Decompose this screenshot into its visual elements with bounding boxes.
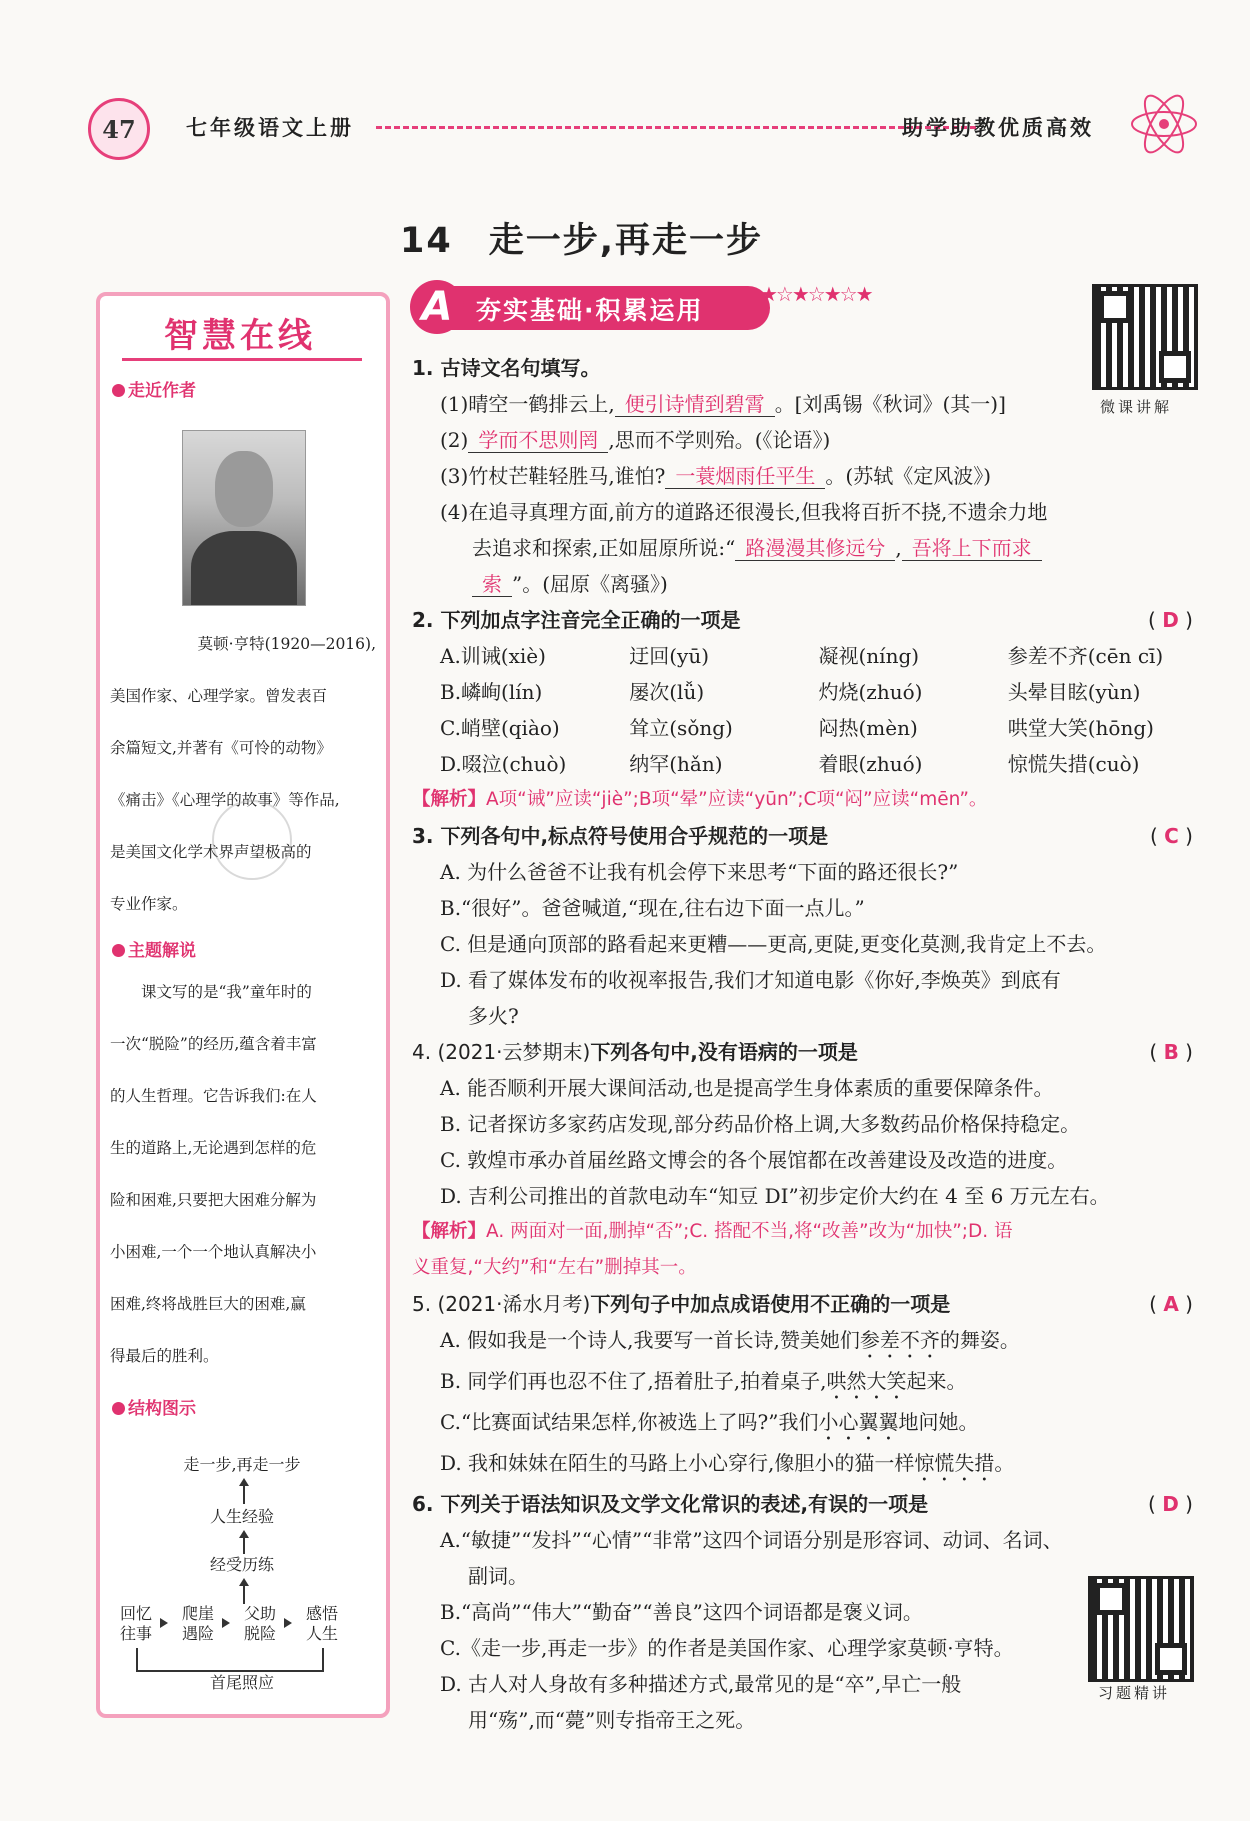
answer-letter: D xyxy=(1162,608,1179,632)
theme-text-line: 险和困难,只要把大困难分解为 xyxy=(110,1191,317,1209)
lesson-title-text: 走一步,再走一步 xyxy=(488,221,764,261)
author-text-line: 《痛击》《心理学的故事》等作品, xyxy=(110,791,340,809)
sidebar-panel xyxy=(96,292,390,1718)
theme-text-line: 小困难,一个一个地认真解决小 xyxy=(110,1243,317,1261)
arrow-right-icon xyxy=(160,1618,168,1628)
bullet-icon xyxy=(112,1402,125,1415)
banner-text: 夯实基础·积累运用 xyxy=(476,296,704,325)
answer-letter: B xyxy=(1163,1040,1179,1064)
q1-line-2 xyxy=(412,422,1197,458)
q4-analysis-cont: 义重复,“大约”和“左右”删掉其一。 xyxy=(412,1257,697,1278)
author-caption: 莫顿·亨特(1920—2016), xyxy=(197,635,376,653)
dotted-idiom: 参差不齐 xyxy=(859,1328,940,1352)
q5-option-d xyxy=(412,1445,1197,1486)
author-text-line: 余篇短文,并著有《可怜的动物》 xyxy=(110,739,332,757)
question-stem: 下列句子中加点成语使用不正确的一项是 xyxy=(590,1292,951,1316)
answer-letter: A xyxy=(1163,1292,1179,1316)
sidebar-title-underline xyxy=(122,358,362,361)
option-item: 凝视(níng) xyxy=(818,644,920,668)
answer-letter: D xyxy=(1162,1492,1179,1516)
option-item: A.训诫(xiè) xyxy=(440,644,546,668)
watermark-stamp xyxy=(212,800,292,880)
text: , xyxy=(895,536,902,560)
option-item: 着眼(zhuó) xyxy=(818,752,923,776)
arrow-right-icon xyxy=(284,1618,292,1628)
text: (1)晴空一鹤排云上, xyxy=(440,392,615,416)
q3-option-b: B.“很好”。爸爸喊道,“现在,往右边下面一点儿。” xyxy=(440,896,865,920)
book-title: 七年级语文上册 xyxy=(186,116,354,140)
question-source: 4. (2021·云梦期末) xyxy=(412,1040,591,1064)
q2-row-c xyxy=(412,710,1197,746)
text: 。[刘禹锡《秋词》(其一)] xyxy=(774,392,1006,416)
q1-line-1 xyxy=(412,386,1197,422)
lesson-title xyxy=(400,213,763,263)
q4-option-d: D. 吉利公司推出的首款电动车“知豆 DI”初步定价大约在 4 至 6 万元左右。 xyxy=(440,1184,1110,1208)
q2-row-a xyxy=(412,638,1197,674)
author-heading-text: 走近作者 xyxy=(128,381,196,401)
answer-box: ( A ) xyxy=(1149,1292,1193,1316)
answer-fill: 索 xyxy=(472,572,512,597)
page-number: 47 xyxy=(88,98,150,160)
question-6 xyxy=(412,1486,1197,1522)
dotted-idiom: 惊慌失措 xyxy=(914,1451,995,1475)
answer-letter: C xyxy=(1164,824,1179,848)
text: 起来。 xyxy=(906,1369,967,1393)
option-item: 耸立(sǒng) xyxy=(629,716,733,740)
text: ”。(屈原《离骚》) xyxy=(512,572,668,596)
atom-icon xyxy=(1128,88,1200,160)
text: ,思而不学则殆。(《论语》) xyxy=(608,428,831,452)
text: 地问她。 xyxy=(898,1410,979,1434)
structure-diagram xyxy=(106,1418,380,1698)
diagram-connector xyxy=(243,1584,245,1604)
q5-option-c xyxy=(412,1404,1197,1445)
text: 。 xyxy=(994,1451,1015,1475)
theme-text-line: 生的道路上,无论遇到怎样的危 xyxy=(110,1139,317,1157)
diagram-node-echo: 首尾照应 xyxy=(209,1673,274,1692)
theme-text-line: 课文写的是“我”童年时的 xyxy=(141,983,312,1001)
author-text-line: 美国作家、心理学家。曾发表百 xyxy=(110,687,328,705)
analysis-text: A. 两面对一面,删掉“否”;C. 搭配不当,将“改善”改为“加快”;D. 语 xyxy=(486,1221,1013,1242)
q4-option-a: A. 能否顺利开展大课间活动,也是提高学生身体素质的重要保障条件。 xyxy=(440,1076,1054,1100)
q2-analysis xyxy=(412,782,1197,818)
question-4 xyxy=(412,1034,1197,1070)
question-stem: 下列各句中,没有语病的一项是 xyxy=(590,1040,858,1064)
author-heading xyxy=(112,376,196,401)
lesson-number: 14 xyxy=(400,221,453,261)
theme-text xyxy=(110,966,376,1382)
text: B. 同学们再也忍不住了,捂着肚子,拍着桌子, xyxy=(440,1369,827,1393)
question-stem: 1. 古诗文名句填写。 xyxy=(412,356,601,380)
diagram-node-recall: 回忆往事 xyxy=(119,1604,152,1643)
q1-line-3 xyxy=(412,458,1197,494)
text: 去追求和探索,正如屈原所说:“ xyxy=(472,536,736,560)
text: 。(苏轼《定风波》) xyxy=(825,464,992,488)
q1-line-4b xyxy=(412,530,1197,566)
question-1 xyxy=(412,350,1197,386)
theme-text-line: 困难,终将战胜巨大的困难,赢 xyxy=(110,1295,306,1313)
question-stem: 2. 下列加点字注音完全正确的一项是 xyxy=(412,608,741,632)
q1-line-4a: (4)在追寻真理方面,前方的道路还很漫长,但我将百折不挠,不遗余力地 xyxy=(440,500,1048,524)
option-item: 屡次(lǚ) xyxy=(629,680,705,704)
answer-fill: 一蓑烟雨任平生 xyxy=(665,464,825,489)
dotted-idiom: 小心翼翼 xyxy=(818,1410,899,1434)
theme-heading xyxy=(112,936,196,961)
question-2 xyxy=(412,602,1197,638)
answer-box: ( D ) xyxy=(1148,1492,1193,1516)
q5-option-a xyxy=(412,1322,1197,1363)
section-banner xyxy=(410,282,870,334)
text: A. 假如我是一个诗人,我要写一首长诗,赞美她们 xyxy=(440,1328,860,1352)
text: C.“比赛面试结果怎样,你被选上了吗?”我们 xyxy=(440,1410,819,1434)
q3-option-c: C. 但是通向顶部的路看起来更糟——更高,更陡,更变化莫测,我肯定上不去。 xyxy=(440,932,1107,956)
text: (3)竹杖芒鞋轻胜马,谁怕? xyxy=(440,464,666,488)
answer-fill: 学而不思则罔 xyxy=(468,428,608,453)
q4-option-b: B. 记者探访多家药店发现,部分药品价格上调,大多数药品价格保持稳定。 xyxy=(440,1112,1081,1136)
q4-option-c: C. 敦煌市承办首届丝路文博会的各个展馆都在改善建设及改造的进度。 xyxy=(440,1148,1068,1172)
option-item: 迂回(yū) xyxy=(629,644,710,668)
analysis-label: 【解析】 xyxy=(412,1221,487,1242)
photo-face xyxy=(215,451,273,527)
slogan: 助学助教优质高效 xyxy=(902,116,1094,140)
header-divider xyxy=(376,126,976,129)
author-text-line: 专业作家。 xyxy=(110,895,188,913)
q6-option-d-cont: 用“殇”,而“薨”则专指帝王之死。 xyxy=(468,1708,756,1732)
bullet-icon xyxy=(112,384,125,397)
question-source: 5. (2021·浠水月考) xyxy=(412,1292,591,1316)
theme-heading-text: 主题解说 xyxy=(128,941,196,961)
q6-option-b: B.“高尚”“伟大”“勤奋”“善良”这四个词语都是褒义词。 xyxy=(440,1600,923,1624)
q3-option-d: D. 看了媒体发布的收视率报告,我们才知道电影《你好,李焕英》到底有 xyxy=(440,968,1061,992)
theme-text-line: 一次“脱险”的经历,蕴含着丰富 xyxy=(110,1035,317,1053)
question-stem: 6. 下列关于语法知识及文学文化常识的表述,有误的一项是 xyxy=(412,1492,929,1516)
questions xyxy=(412,350,1197,1738)
option-item: 纳罕(hǎn) xyxy=(629,752,723,776)
theme-text-line: 得最后的胜利。 xyxy=(110,1347,219,1365)
diagram-node-training: 经受历练 xyxy=(209,1555,274,1574)
diagram-connector xyxy=(243,1484,245,1504)
text: D. 我和妹妹在陌生的马路上小心穿行,像胆小的猫一样 xyxy=(440,1451,915,1475)
dotted-idiom: 哄然大笑 xyxy=(826,1369,907,1393)
q2-row-d xyxy=(412,746,1197,782)
photo-body xyxy=(191,531,297,606)
option-item: 灼烧(zhuó) xyxy=(818,680,923,704)
diagram-node-insight: 感悟人生 xyxy=(305,1604,338,1643)
diagram-node-climb: 爬崖遇险 xyxy=(181,1604,214,1643)
theme-text-line: 的人生哲理。它告诉我们:在人 xyxy=(110,1087,317,1105)
q6-option-a: A.“敏捷”“发抖”“心情”“非常”这四个词语分别是形容词、动词、名词、 xyxy=(440,1528,1063,1552)
arrow-right-icon xyxy=(222,1618,230,1628)
qr-caption-exercise: 习题精讲 xyxy=(1098,1684,1171,1702)
text: (2) xyxy=(440,428,469,452)
structure-heading-text: 结构图示 xyxy=(128,1399,196,1419)
q4-analysis xyxy=(412,1214,1197,1250)
answer-fill: 吾将上下而求 xyxy=(902,536,1042,561)
answer-box: ( C ) xyxy=(1149,824,1193,848)
option-item: 参差不齐(cēn cī) xyxy=(1007,644,1164,668)
text: 的舞姿。 xyxy=(939,1328,1020,1352)
q3-option-a: A. 为什么爸爸不让我有机会停下来思考“下面的路还很长?” xyxy=(440,860,959,884)
option-item: 闷热(mèn) xyxy=(818,716,918,740)
page-header xyxy=(88,98,1198,158)
option-item: C.峭壁(qiào) xyxy=(440,716,560,740)
author-text-line: 是美国文化学术界声望极高的 xyxy=(110,843,312,861)
q6-option-d: D. 古人对人身故有多种描述方式,最常见的是“卒”,早亡一般 xyxy=(440,1672,962,1696)
diagram-top-node: 走一步,再走一步 xyxy=(183,1455,301,1474)
diagram-node-rescue: 父助脱险 xyxy=(243,1604,276,1643)
question-stem: 3. 下列各句中,标点符号使用合乎规范的一项是 xyxy=(412,824,829,848)
stars-icon: ★☆★☆★☆★ xyxy=(760,282,872,306)
bullet-icon xyxy=(112,944,125,957)
answer-box: ( B ) xyxy=(1149,1040,1193,1064)
diagram-node-experience: 人生经验 xyxy=(209,1507,274,1526)
q3-option-d-cont: 多火? xyxy=(468,1004,519,1028)
sidebar-title: 智慧在线 xyxy=(164,316,316,356)
question-3 xyxy=(412,818,1197,854)
question-5 xyxy=(412,1286,1197,1322)
analysis-label: 【解析】 xyxy=(412,789,487,810)
q6-option-c: C.《走一步,再走一步》的作者是美国作家、心理学家莫顿·亨特。 xyxy=(440,1636,1014,1660)
q5-option-b xyxy=(412,1363,1197,1404)
answer-fill: 路漫漫其修远兮 xyxy=(735,536,895,561)
diagram-connector xyxy=(322,1648,324,1670)
q2-row-b xyxy=(412,674,1197,710)
option-item: B.嶙峋(lín) xyxy=(440,680,543,704)
option-item: 哄堂大笑(hōng) xyxy=(1007,716,1154,740)
structure-heading xyxy=(112,1394,196,1419)
option-item: 惊慌失措(cuò) xyxy=(1007,752,1140,776)
diagram-connector xyxy=(136,1648,138,1670)
option-item: 头晕目眩(yùn) xyxy=(1007,680,1141,704)
author-photo xyxy=(182,430,306,606)
answer-box: ( D ) xyxy=(1148,608,1193,632)
option-item: D.啜泣(chuò) xyxy=(440,752,567,776)
q6-option-a-cont: 副词。 xyxy=(468,1564,528,1588)
q1-line-4c xyxy=(412,566,1197,602)
analysis-text: A项“诫”应读“jiè”;B项“晕”应读“yūn”;C项“闷”应读“mēn”。 xyxy=(486,789,988,810)
answer-fill: 便引诗情到碧霄 xyxy=(615,392,775,417)
qr-caption-lecture: 微课讲解 xyxy=(1100,398,1173,416)
banner-letter: A xyxy=(410,280,464,334)
